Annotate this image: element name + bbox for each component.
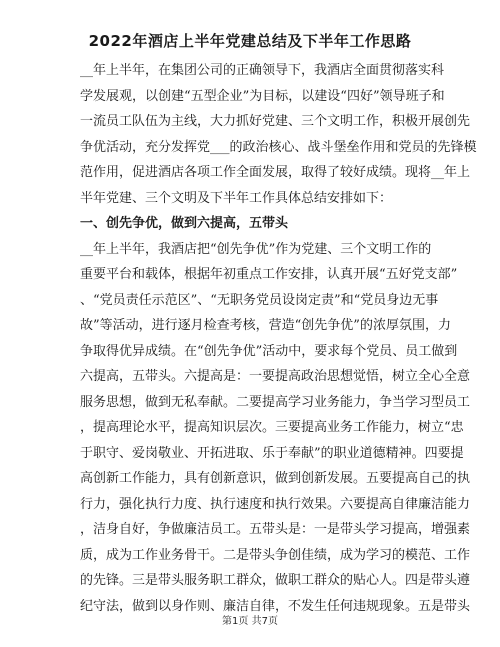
paragraph-line: ，提高理论水平，提高知识层次。三要提高业务工作能力，树立“忠: [80, 420, 464, 435]
document-title: 2022年酒店上半年党建总结及下半年工作思路: [88, 32, 412, 50]
paragraph-line: 行力，强化执行力度、执行速度和执行效果。六要提高自律廉洁能力: [80, 496, 471, 512]
paragraph-line: 故”等活动，进行逐月检查考核，营造“创先争优”的浓厚氛围，力: [80, 318, 451, 333]
section-heading: 一、创先争优，做到六提高，五带头: [80, 216, 289, 231]
paragraph-line: 六提高，五带头。六提高是：一要提高政治思想觉悟，树立全心全意: [80, 369, 471, 384]
paragraph-line: __年上半年，在集团公司的正确领导下，我酒店全面贯彻落实科: [80, 63, 445, 78]
paragraph-line: 高创新工作能力，具有创新意识，做到创新发展。五要提高自己的执: [80, 471, 471, 486]
page-number-footer: 第1页 共7页: [222, 616, 278, 627]
paragraph-line: ，洁身自好，争做廉洁员工。五带头是：一是带头学习提高，增强素: [80, 522, 471, 537]
paragraph-line: 重要平台和载体，根据年初重点工作安排，认真开展“五好党支部”: [80, 267, 458, 282]
paragraph-line: 、“党员责任示范区”、“无职务党员设岗定责”和“党员身边无事: [80, 292, 439, 308]
paragraph-line: __年上半年，我酒店把“创先争优”作为党建、三个文明工作的: [80, 241, 432, 257]
paragraph-line: 范作用，促进酒店各项工作全面发展，取得了较好成绩。现将__年上: [80, 165, 471, 180]
paragraph-line: 学发展观，以创建“五型企业”为目标，以建设“四好”领导班子和: [80, 88, 445, 104]
paragraph-line: 争优活动，充分发挥党___的政治核心、战斗堡垒作用和党员的先锋模: [80, 139, 477, 155]
paragraph-line: 的先锋。三是带头服务职工群众，做职工群众的贴心人。四是带头遵: [80, 573, 471, 588]
paragraph-line: 一流员工队伍为主线，大力抓好党建、三个文明工作，积极开展创先: [80, 114, 471, 129]
paragraph-line: 质，成为工作业务骨干。二是带头争创佳绩，成为学习的模范、工作: [80, 547, 471, 563]
paragraph-line: 纪守法，做到以身作则、廉洁自律，不发生任何违规现象。五是带头: [80, 598, 471, 614]
paragraph-line: 争取得优异成绩。在“创先争优”活动中，要求每个党员、员工做到: [80, 343, 458, 359]
paragraph-line: 服务思想，做到无私奉献。二要提高学习业务能力，争当学习型员工: [80, 394, 471, 410]
paragraph-line: 半年党建、三个文明及下半年工作具体总结安排如下：: [80, 190, 393, 206]
paragraph-line: 于职守、爱岗敬业、开拓进取、乐于奉献”的职业道德精神。四要提: [80, 445, 464, 461]
document-body: [80, 58, 477, 619]
